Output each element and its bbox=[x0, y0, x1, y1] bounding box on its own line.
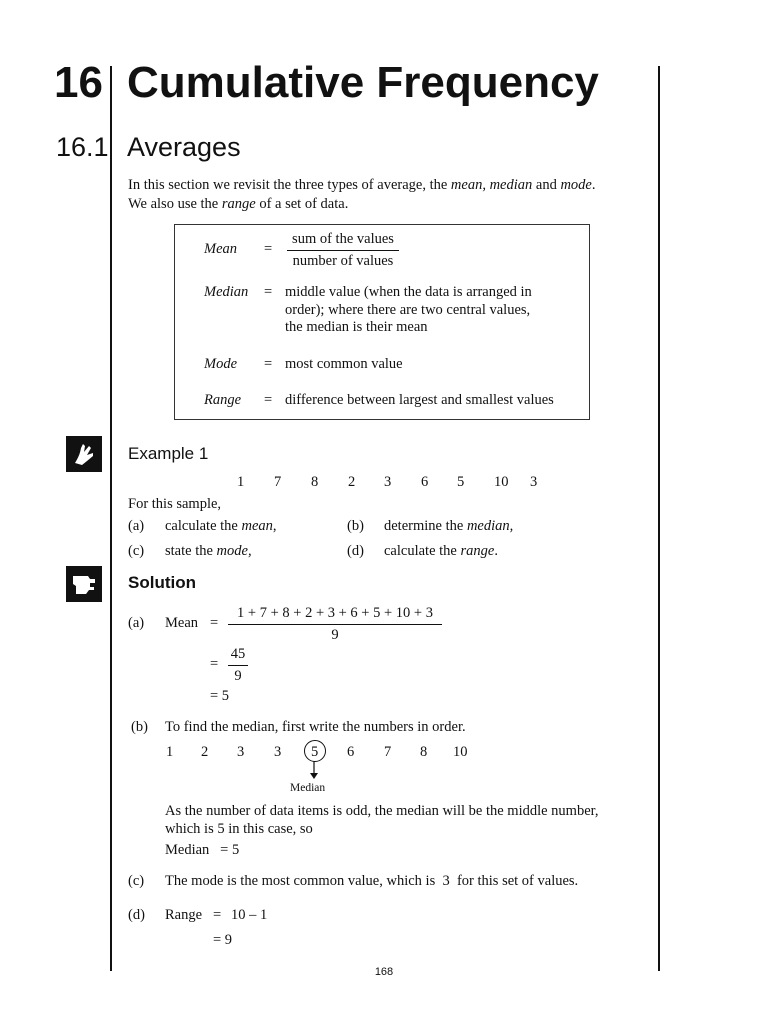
median-def-line1: middle value (when the data is arranged in bbox=[285, 284, 532, 300]
question-b: determine the median, bbox=[384, 518, 514, 534]
range-term: Range bbox=[204, 392, 242, 408]
solution-a-equals-2: = bbox=[210, 656, 219, 672]
chapter-number: 16 bbox=[54, 58, 103, 107]
solution-a-mean: Mean bbox=[165, 615, 199, 631]
ordered-value: 3 bbox=[237, 744, 245, 760]
solution-a-label: (a) bbox=[128, 615, 145, 631]
solution-c-label: (c) bbox=[128, 873, 145, 889]
mean-numerator: sum of the values bbox=[287, 230, 399, 251]
range-def: difference between largest and smallest values bbox=[285, 392, 554, 408]
example-hand-icon bbox=[66, 436, 102, 472]
solution-b-explanation-2: which is 5 in this case, so bbox=[165, 821, 313, 837]
data-value: 6 bbox=[421, 474, 429, 490]
solution-d-result: = 9 bbox=[213, 932, 233, 948]
solution-d-equals: = bbox=[213, 907, 222, 923]
solution-d-range: Range bbox=[165, 907, 203, 923]
question-b-label: (b) bbox=[347, 518, 364, 534]
median-marker-label: Median bbox=[290, 782, 326, 794]
solution-b-explanation-1: As the number of data items is odd, the median will be the middle number, bbox=[165, 803, 599, 819]
median-arrow-icon bbox=[308, 761, 320, 781]
solution-b-result: Median = 5 bbox=[165, 842, 240, 858]
ordered-value: 6 bbox=[347, 744, 355, 760]
solution-d-label: (d) bbox=[128, 907, 145, 923]
chapter-title: Cumulative Frequency bbox=[127, 58, 599, 107]
data-value: 2 bbox=[348, 474, 356, 490]
question-a: calculate the mean, bbox=[165, 518, 277, 534]
question-c: state the mode, bbox=[165, 543, 252, 559]
left-margin-rule bbox=[110, 66, 112, 971]
range-equals: = bbox=[264, 392, 273, 408]
data-value: 3 bbox=[530, 474, 538, 490]
example-prompt: For this sample, bbox=[128, 496, 222, 512]
solution-a-equals: = bbox=[210, 615, 219, 631]
data-value: 7 bbox=[274, 474, 282, 490]
ordered-value: 2 bbox=[201, 744, 209, 760]
intro-paragraph: In this section we revisit the three types of average, the mean, median and mode. We also use the range of a set of data. bbox=[128, 177, 596, 212]
mean-calc-fraction bbox=[228, 604, 442, 645]
mean-equals: = bbox=[264, 241, 273, 257]
question-d: calculate the range. bbox=[384, 543, 498, 559]
simplified-numerator: 45 bbox=[228, 645, 248, 666]
question-c-label: (c) bbox=[128, 543, 145, 559]
median-circle bbox=[304, 740, 326, 762]
median-term: Median bbox=[204, 284, 249, 300]
solution-hand-icon bbox=[66, 566, 102, 602]
solution-c-text: The mode is the most common value, which is 3 for this set of values. bbox=[165, 873, 579, 889]
data-value: 5 bbox=[457, 474, 465, 490]
mean-fraction bbox=[287, 230, 399, 271]
mean-denominator: number of values bbox=[292, 253, 394, 269]
mean-calc-denominator: 9 bbox=[331, 627, 339, 643]
ordered-value: 1 bbox=[166, 744, 174, 760]
solution-b-label: (b) bbox=[131, 719, 148, 735]
mode-def: most common value bbox=[285, 356, 403, 372]
mean-term: Mean bbox=[204, 241, 238, 257]
mode-equals: = bbox=[264, 356, 273, 372]
ordered-value: 3 bbox=[274, 744, 282, 760]
median-equals: = bbox=[264, 284, 273, 300]
mean-calc-numerator: 1 + 7 + 8 + 2 + 3 + 6 + 5 + 10 + 3 bbox=[228, 604, 442, 625]
section-number: 16.1 bbox=[56, 132, 109, 162]
example-title: Example 1 bbox=[128, 444, 209, 463]
median-def-line3: the median is their mean bbox=[285, 319, 428, 335]
question-d-label: (d) bbox=[347, 543, 364, 559]
solution-a-result: = 5 bbox=[210, 688, 230, 704]
question-a-label: (a) bbox=[128, 518, 145, 534]
section-title: Averages bbox=[127, 132, 241, 162]
solution-b-text: To find the median, first write the numbers in order. bbox=[165, 719, 466, 735]
ordered-value: 8 bbox=[420, 744, 428, 760]
right-margin-rule bbox=[658, 66, 660, 971]
data-value: 8 bbox=[311, 474, 319, 490]
ordered-value: 7 bbox=[384, 744, 392, 760]
page-number: 168 bbox=[374, 966, 394, 978]
data-value: 3 bbox=[384, 474, 392, 490]
mode-term: Mode bbox=[204, 356, 238, 372]
simplified-denominator: 9 bbox=[234, 668, 242, 684]
data-value: 1 bbox=[237, 474, 245, 490]
solution-title: Solution bbox=[128, 573, 196, 592]
solution-d-expression: 10 – 1 bbox=[231, 907, 268, 923]
ordered-value-median: 5 bbox=[311, 744, 319, 760]
mean-simplified-fraction bbox=[228, 645, 248, 686]
median-def-line2: order); where there are two central values, bbox=[285, 302, 531, 318]
data-value: 10 bbox=[494, 474, 509, 490]
ordered-value: 10 bbox=[453, 744, 468, 760]
